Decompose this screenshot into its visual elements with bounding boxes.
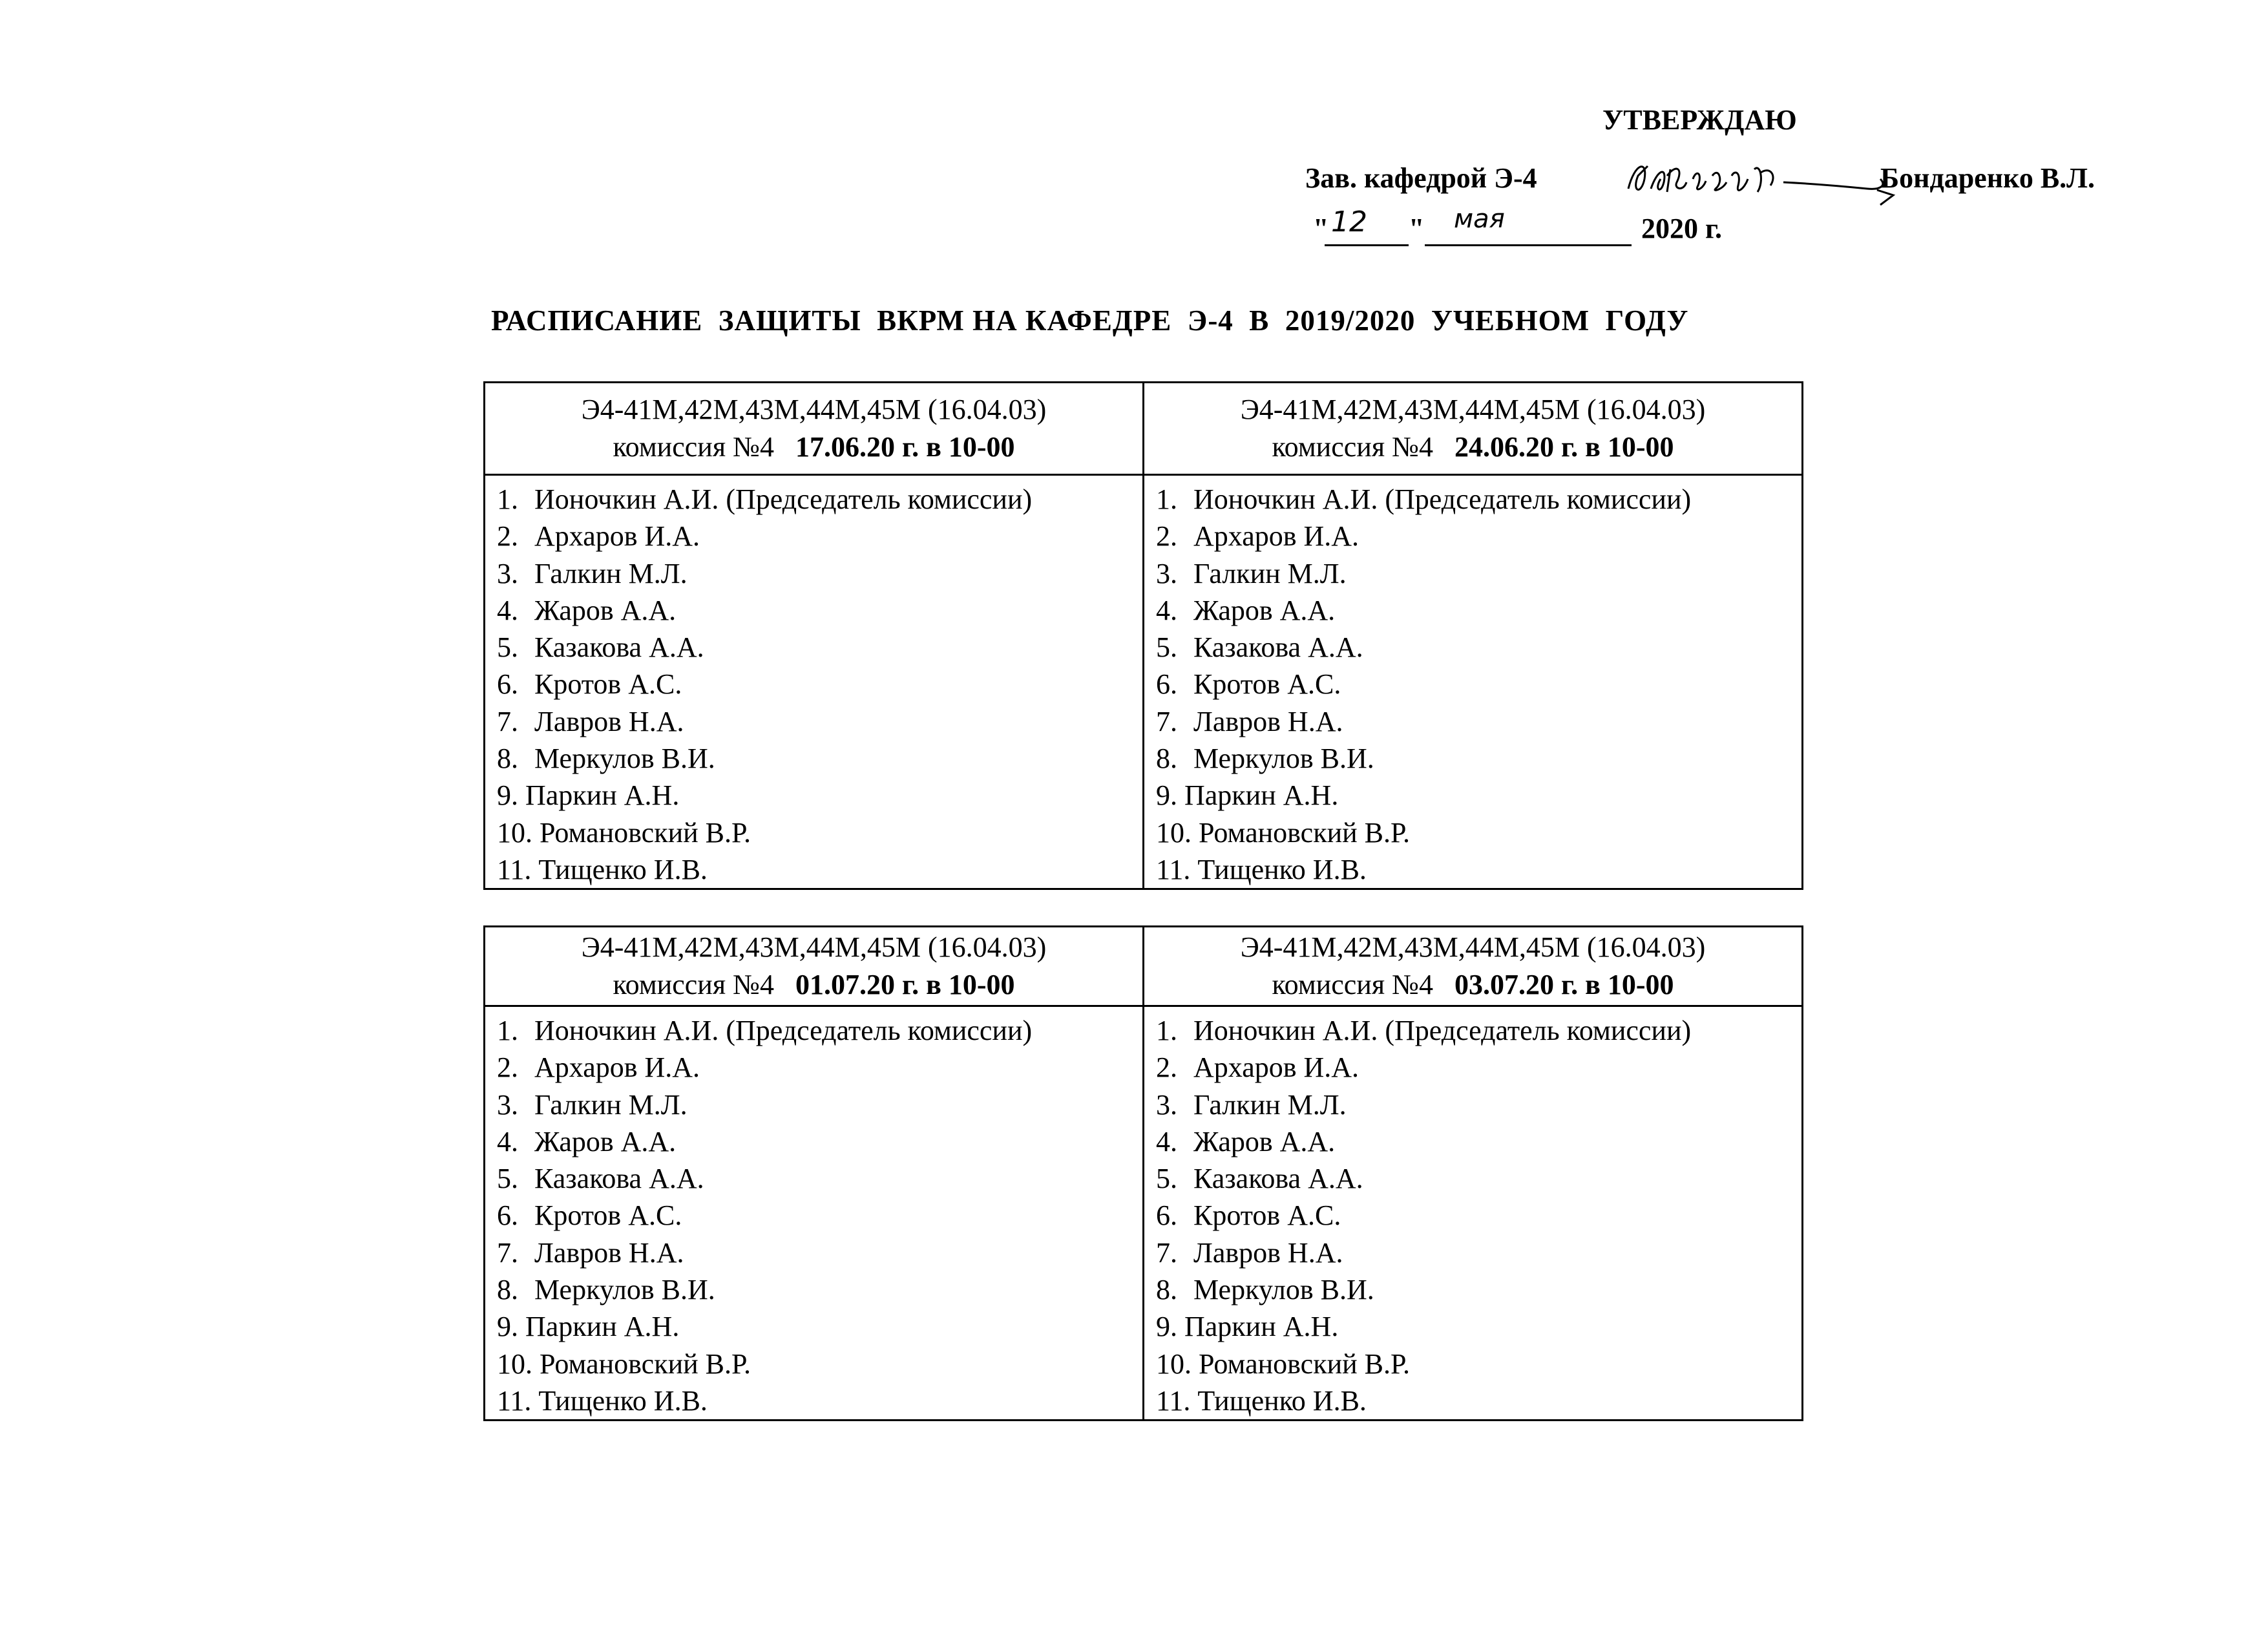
member-item (1156, 740, 1801, 777)
member-number: 4. (497, 1125, 518, 1157)
commission-label: комиссия №4 (1272, 431, 1434, 463)
member-name: Кротов А.С. (1193, 1199, 1341, 1232)
member-item (1156, 1012, 1801, 1049)
approval-name: Бондаренко В.Л. (1880, 162, 2095, 194)
member-item (1156, 1271, 1801, 1308)
member-item (497, 777, 1142, 814)
member-number: 9. (1156, 1311, 1177, 1343)
member-item (1156, 592, 1801, 629)
member-item (497, 592, 1142, 629)
member-number: 3. (1156, 1088, 1177, 1121)
member-name: Романовский В.Р. (1199, 1347, 1410, 1380)
member-name: Тищенко И.В. (538, 1384, 708, 1417)
member-item (1156, 1382, 1801, 1419)
member-name: Паркин А.Н. (525, 779, 680, 812)
member-item (497, 1049, 1142, 1086)
member-number: 5. (1156, 631, 1177, 664)
date-open-quote: " (1313, 213, 1329, 244)
schedule-members-row (485, 475, 1803, 889)
member-list (485, 1007, 1142, 1419)
member-name: Паркин А.Н. (525, 1311, 680, 1343)
member-name: Ионочкин А.И. (Председатель комиссии) (1193, 1015, 1692, 1046)
approval-date-year: 2020 г. (1641, 213, 1723, 244)
member-item (497, 666, 1142, 703)
member-item (1156, 814, 1801, 851)
member-number: 10. (1156, 1347, 1192, 1380)
member-number: 6. (1156, 1199, 1177, 1232)
member-name: Тищенко И.В. (538, 853, 708, 885)
member-item (497, 481, 1142, 518)
commission-label: комиссия №4 (1272, 969, 1434, 1000)
member-item (1156, 1234, 1801, 1271)
member-item (1156, 777, 1801, 814)
member-number: 7. (1156, 705, 1177, 737)
handwritten-signature (1622, 150, 1906, 208)
member-item (497, 1197, 1142, 1234)
defense-date: 03.07.20 г. в 10-00 (1454, 969, 1674, 1000)
member-name: Архаров И.А. (534, 1051, 700, 1084)
member-item (497, 1086, 1142, 1123)
approval-date-month: мая (1454, 204, 1505, 234)
member-name: Казакова А.А. (1193, 631, 1363, 664)
member-number: 1. (1156, 483, 1177, 515)
date-day-underline (1325, 244, 1409, 246)
member-name: Меркулов В.И. (1193, 1274, 1374, 1306)
member-number: 1. (1156, 1015, 1177, 1046)
member-name: Галкин М.Л. (1193, 557, 1347, 589)
member-number: 11. (1156, 1384, 1191, 1417)
member-item (1156, 703, 1801, 740)
member-name: Ионочкин А.И. (Председатель комиссии) (534, 1015, 1033, 1046)
schedule-header-row (485, 383, 1803, 475)
member-number: 2. (1156, 1051, 1177, 1084)
member-number: 7. (1156, 1236, 1177, 1269)
defense-date: 24.06.20 г. в 10-00 (1454, 431, 1674, 463)
member-number: 5. (497, 1163, 518, 1195)
date-month-underline (1425, 244, 1632, 246)
member-name: Жаров А.А. (1193, 1125, 1336, 1157)
member-number: 4. (1156, 594, 1177, 626)
member-item (497, 1234, 1142, 1271)
member-item (497, 703, 1142, 740)
member-item (1156, 481, 1801, 518)
member-number: 2. (497, 520, 518, 553)
member-item (497, 1012, 1142, 1049)
member-name: Архаров И.А. (1193, 1051, 1360, 1084)
member-item (497, 1160, 1142, 1197)
member-number: 11. (497, 853, 532, 885)
member-name: Меркулов В.И. (534, 1274, 715, 1306)
member-number: 8. (1156, 743, 1177, 775)
member-name: Романовский В.Р. (540, 816, 751, 849)
member-name: Казакова А.А. (1193, 1163, 1363, 1195)
member-item (497, 740, 1142, 777)
member-number: 4. (1156, 1125, 1177, 1157)
member-name: Романовский В.Р. (1199, 816, 1410, 849)
date-close-quote: " (1409, 213, 1425, 244)
member-name: Жаров А.А. (1193, 594, 1336, 626)
member-number: 5. (497, 631, 518, 664)
member-name: Тищенко И.В. (1197, 853, 1367, 885)
groups-label: Э4-41М,42М,43М,44М,45М (16.04.03) (581, 394, 1047, 425)
member-cell (1144, 1006, 1803, 1421)
member-number: 3. (497, 1088, 518, 1121)
member-number: 8. (497, 1274, 518, 1306)
member-name: Галкин М.Л. (534, 1088, 688, 1121)
member-name: Архаров И.А. (1193, 520, 1360, 553)
member-name: Кротов А.С. (534, 668, 682, 701)
groups-label: Э4-41М,42М,43М,44М,45М (16.04.03) (1240, 931, 1706, 963)
member-name: Галкин М.Л. (1193, 1088, 1347, 1121)
document-title: РАСПИСАНИЕ ЗАЩИТЫ ВКРМ НА КАФЕДРЕ Э-4 В 2019/2020 УЧЕБНОМ ГОДУ (491, 304, 1689, 337)
approval-title: УТВЕРЖДАЮ (1602, 104, 1797, 136)
member-number: 1. (497, 483, 518, 515)
member-name: Кротов А.С. (534, 1199, 682, 1232)
member-number: 6. (497, 668, 518, 701)
member-item (1156, 629, 1801, 666)
member-number: 4. (497, 594, 518, 626)
schedule-header-row (485, 927, 1803, 1006)
schedule-members-row (485, 1006, 1803, 1421)
member-number: 7. (497, 705, 518, 737)
member-name: Лавров Н.А. (1193, 1236, 1343, 1269)
commission-line (485, 966, 1142, 1004)
member-name: Кротов А.С. (1193, 668, 1341, 701)
member-item (1156, 1197, 1801, 1234)
member-item (1156, 1049, 1801, 1086)
member-name: Ионочкин А.И. (Председатель комиссии) (1193, 483, 1692, 515)
commission-label: комиссия №4 (613, 431, 775, 463)
member-name: Меркулов В.И. (534, 743, 715, 775)
member-item (497, 518, 1142, 555)
member-number: 9. (497, 779, 518, 812)
member-name: Галкин М.Л. (534, 557, 688, 589)
groups-label: Э4-41М,42М,43М,44М,45М (16.04.03) (581, 931, 1047, 963)
member-cell (485, 475, 1144, 889)
member-number: 8. (497, 743, 518, 775)
member-number: 1. (497, 1015, 518, 1046)
member-number: 11. (1156, 853, 1191, 885)
member-item (1156, 555, 1801, 592)
member-list (485, 476, 1142, 888)
member-item (1156, 1346, 1801, 1382)
member-item (497, 555, 1142, 592)
member-number: 3. (497, 557, 518, 589)
schedule-header (485, 927, 1144, 1006)
member-number: 6. (497, 1199, 518, 1232)
member-name: Паркин А.Н. (1184, 1311, 1339, 1343)
member-number: 6. (1156, 668, 1177, 701)
member-item (497, 1346, 1142, 1382)
member-item (1156, 851, 1801, 888)
member-number: 2. (497, 1051, 518, 1084)
schedule-table-top (483, 381, 1803, 890)
member-name: Жаров А.А. (534, 1125, 677, 1157)
schedule-header (1144, 383, 1803, 475)
member-number: 8. (1156, 1274, 1177, 1306)
groups-label: Э4-41М,42М,43М,44М,45М (16.04.03) (1240, 394, 1706, 425)
member-name: Паркин А.Н. (1184, 779, 1339, 812)
member-name: Казакова А.А. (534, 1163, 704, 1195)
schedule-header (1144, 927, 1803, 1006)
member-number: 3. (1156, 557, 1177, 589)
commission-line (1144, 428, 1801, 466)
member-number: 9. (1156, 779, 1177, 812)
member-item (1156, 1086, 1801, 1123)
member-item (1156, 1308, 1801, 1345)
member-name: Лавров Н.А. (534, 705, 684, 737)
member-name: Меркулов В.И. (1193, 743, 1374, 775)
schedule-table-bottom (483, 925, 1803, 1421)
member-number: 5. (1156, 1163, 1177, 1195)
approval-position: Зав. кафедрой Э-4 (1305, 162, 1537, 194)
member-number: 7. (497, 1236, 518, 1269)
member-item (497, 814, 1142, 851)
member-number: 9. (497, 1311, 518, 1343)
member-number: 2. (1156, 520, 1177, 553)
member-name: Ионочкин А.И. (Председатель комиссии) (534, 483, 1033, 515)
member-list (1144, 1007, 1801, 1419)
member-number: 10. (1156, 816, 1192, 849)
schedule-header (485, 383, 1144, 475)
member-item (1156, 666, 1801, 703)
member-item (497, 1271, 1142, 1308)
member-name: Лавров Н.А. (1193, 705, 1343, 737)
member-name: Жаров А.А. (534, 594, 677, 626)
member-number: 11. (497, 1384, 532, 1417)
commission-label: комиссия №4 (613, 969, 775, 1000)
member-item (497, 1308, 1142, 1345)
member-number: 10. (497, 1347, 532, 1380)
defense-date: 01.07.20 г. в 10-00 (795, 969, 1015, 1000)
member-item (497, 629, 1142, 666)
commission-line (1144, 966, 1801, 1004)
member-item (1156, 1160, 1801, 1197)
member-name: Тищенко И.В. (1197, 1384, 1367, 1417)
member-cell (485, 1006, 1144, 1421)
member-item (1156, 518, 1801, 555)
member-name: Лавров Н.А. (534, 1236, 684, 1269)
commission-line (485, 428, 1142, 466)
approval-date-day: 12 (1331, 206, 1367, 238)
member-item (497, 1123, 1142, 1160)
defense-date: 17.06.20 г. в 10-00 (795, 431, 1015, 463)
member-name: Романовский В.Р. (540, 1347, 751, 1380)
member-item (497, 851, 1142, 888)
member-name: Архаров И.А. (534, 520, 700, 553)
member-number: 10. (497, 816, 532, 849)
member-cell (1144, 475, 1803, 889)
member-name: Казакова А.А. (534, 631, 704, 664)
member-item (497, 1382, 1142, 1419)
member-list (1144, 476, 1801, 888)
member-item (1156, 1123, 1801, 1160)
